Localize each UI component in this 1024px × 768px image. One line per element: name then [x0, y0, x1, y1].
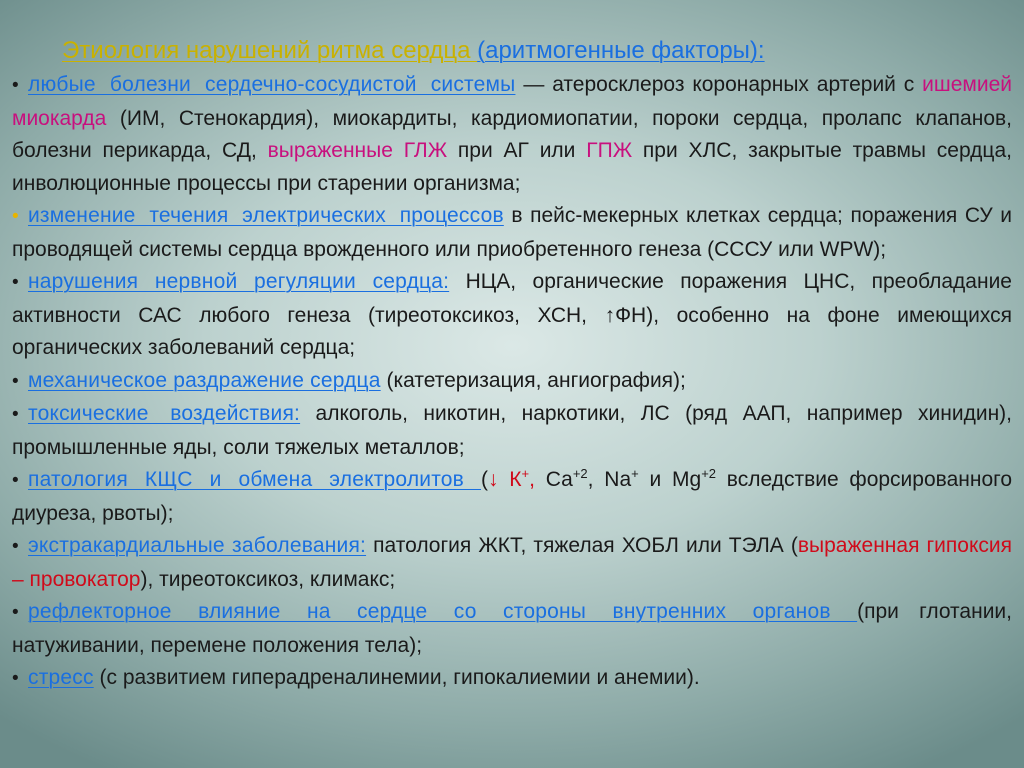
item-text: — атеросклероз коронарных артерий с	[515, 73, 923, 96]
superscript: +	[631, 466, 639, 481]
slide-title	[62, 36, 1012, 66]
bullet-icon: •	[12, 602, 19, 623]
item-text: вследствие форсированного диуреза, рвоты);	[12, 468, 1012, 525]
item-text: (с развитием гиперадреналинемии, гипокалиемии и анемии).	[93, 666, 700, 689]
superscript: +	[521, 466, 530, 481]
highlight-text: выраженные ГЛЖ	[267, 139, 448, 162]
item-heading: патология КЩС и обмена электролитов	[28, 468, 482, 491]
item-text: (	[481, 468, 489, 491]
superscript: +2	[572, 466, 588, 481]
highlight-text: выраженная гипоксия – провокатор	[12, 534, 1012, 591]
item-heading: любые болезни сердечно-сосудистой системы	[28, 73, 516, 96]
highlight-text: ГПЖ	[586, 139, 633, 162]
list-item	[12, 200, 1012, 266]
list-item	[12, 662, 1012, 696]
item-text: патология ЖКТ, тяжелая ХОБЛ или ТЭЛА (	[366, 534, 798, 557]
bullet-icon: •	[12, 370, 19, 392]
title-main: Этиология нарушений ритма сердца	[62, 37, 478, 64]
bullet-icon: •	[12, 404, 19, 425]
item-heading: рефлекторное влияние на сердце со стороны внутренних органов	[28, 600, 858, 623]
item-heading: механическое раздражение сердца	[28, 368, 381, 392]
bullet-icon: •	[12, 668, 19, 689]
item-text: в пейс-мекерных клетках сердца; поражения СУ и проводящей системы сердца врожденного или приобретенного генеза (СССУ или WPW);	[12, 204, 1012, 261]
list-item	[12, 530, 1012, 596]
item-text: ), тиреотоксикоз, климакс;	[140, 567, 396, 591]
item-text: алкоголь, никотин, наркотики, ЛС (ряд ААП, например хинидин), промышленные яды, соли тяжелых металлов;	[12, 402, 1012, 459]
list-item	[12, 464, 1012, 530]
list-item	[12, 365, 1012, 399]
bullet-icon: •	[12, 536, 19, 557]
item-heading: изменение течения электрических процессов	[28, 204, 504, 227]
item-text: (катетеризация, ангиография);	[380, 368, 686, 392]
highlight-text: ишемией миокарда	[12, 73, 1012, 130]
item-heading: нарушения нервной регуляции сердца:	[28, 270, 450, 293]
highlight-text: ↓ К	[488, 468, 522, 491]
item-heading: токсические воздействия:	[28, 402, 301, 425]
title-subtitle: (аритмогенные факторы):	[477, 37, 765, 64]
bullet-icon: •	[12, 206, 19, 227]
item-text: , Na	[587, 468, 632, 491]
item-text: и Mg	[638, 468, 702, 491]
list-item	[12, 266, 1012, 365]
item-text: (ИМ, Стенокардия), миокардиты, кардиомиопатии, пороки сердца, пролапс клапанов, болезни перикарда, СД,	[12, 106, 1012, 162]
item-text: НЦА, органические поражения ЦНС, преобладание активности САС любого генеза (тиреотоксикоз, ХСН, ↑ФН), особенно на фоне имеющихся органических заболеваний сердца;	[12, 270, 1012, 359]
list-item	[12, 398, 1012, 464]
bullet-icon: •	[12, 75, 19, 96]
list-item	[12, 69, 1012, 200]
item-heading: экстракардиальные заболевания:	[28, 534, 367, 557]
highlight-text: ,	[529, 468, 535, 491]
item-text: Са	[534, 468, 573, 491]
list-item	[12, 596, 1012, 662]
item-heading: стресс	[28, 666, 94, 689]
superscript: +2	[701, 466, 717, 481]
bullet-icon: •	[12, 272, 19, 293]
bullet-icon: •	[12, 470, 19, 491]
item-text: (при глотании, натуживании, перемене положения тела);	[12, 600, 1012, 657]
item-text: при АГ или	[447, 139, 587, 162]
item-text: при ХЛС, закрытые травмы сердца, инволюционные процессы при старении организма;	[12, 139, 1012, 195]
